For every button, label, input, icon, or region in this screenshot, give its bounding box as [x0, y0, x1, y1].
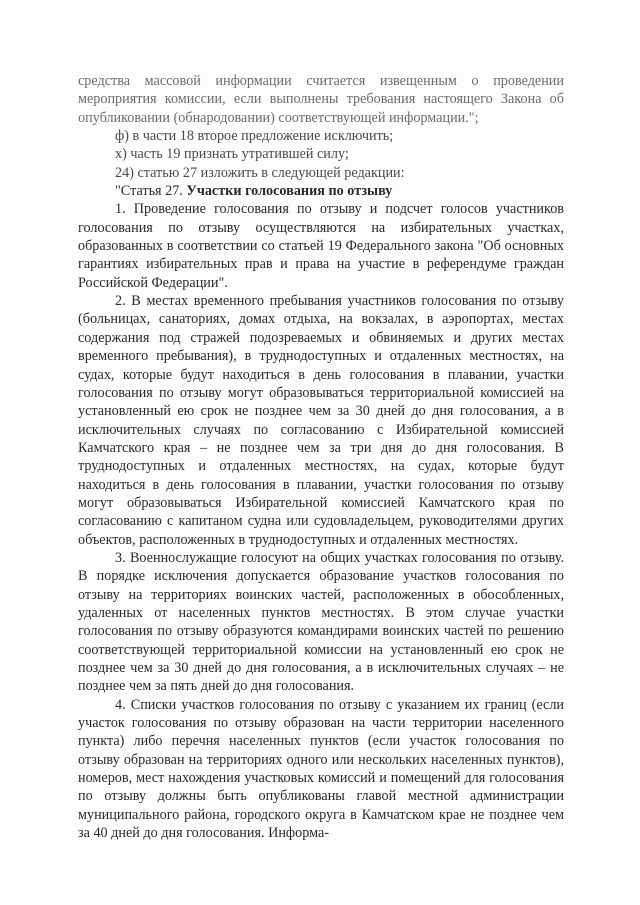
article-heading-lead: "Статья 27. — [115, 183, 183, 200]
paragraph-2: 2. В местах временного пребывания участников голосования по отзыву (больницах, санаториях, домах отдыха, на вокзалах, в аэропортах, местах содержания под стражей подозреваемых и обвиняемых и других местах временного пребывания), в труднодоступных и отдаленных местностях, на судах, которые будут находиться в день голосования в плавании, участки голосования по отзыву могут образовываться территориальной комиссией на установленный ею срок не позднее чем за 30 дней до дня голосования, а в исключительных случаях по согласованию с Избирательной комиссией Камчатского края – не позднее чем за три дня до дня голосования. В труднодоступных и отдаленных местностях, на судах, которые будут находиться в день голосования в плавании, участки голосования по отзыву могут образовываться Избирательной комиссией Камчатского края по согласованию с капитаном судна или судовладельцем, руководителями других объектов, расположенных в труднодоступных и отдаленных местностях. — [78, 293, 564, 548]
item-24: 24) статью 27 изложить в следующей редакции: — [115, 164, 405, 181]
item-f: ф) в части 18 второе предложение исключить; — [115, 128, 394, 145]
document-body — [78, 72, 564, 842]
article-heading-title: Участки голосования по отзыву — [186, 183, 393, 200]
paragraph-3: 3. Военнослужащие голосуют на общих участках голосования по отзыву. В порядке исключения допускается образование участков голосования по отзыву на территориях воинских частей, расположенных в обособленных, удаленных от населенных пунктов местностях. В этом случае участки голосования по отзыву образуются командирами воинских частей по решению соответствующей территориальной комиссии на установленный ею срок не позднее чем за 30 дней до дня голосования, а в исключительных случаях – не позднее чем за пять дней до дня голосования. — [78, 549, 564, 695]
article-heading — [78, 182, 564, 200]
paragraph-1: 1. Проведение голосования по отзыву и подсчет голосов участников голосования по отзыву осуществляются на избирательных участках, образованных в соответствии со статьей 19 Федерального закона "Об основных гарантиях избирательных прав и права на участие в референдуме граждан Российской Федерации". — [78, 201, 564, 291]
item-h: х) часть 19 признать утратившей силу; — [115, 146, 349, 163]
intro-fragment: средства массовой информации считается извещенным о проведении мероприятия комиссии, если выполнены требования настоящего Закона об опубликовании (обнародовании) соответствующей информации."; — [78, 73, 564, 126]
paragraph-4: 4. Списки участков голосования по отзыву с указанием их границ (если участок голосования по отзыву образован на части территории населенного пункта) либо перечня населенных пунктов (если участок голосования по отзыву образован на территориях одного или нескольких населенных пунктов), номеров, мест нахождения участковых комиссий и помещений для голосования по отзыву должны быть опубликованы главой местной администрации муниципального района, городского округа в Камчатском крае не позднее чем за 40 дней до дня голосования. Информа- — [78, 696, 564, 842]
